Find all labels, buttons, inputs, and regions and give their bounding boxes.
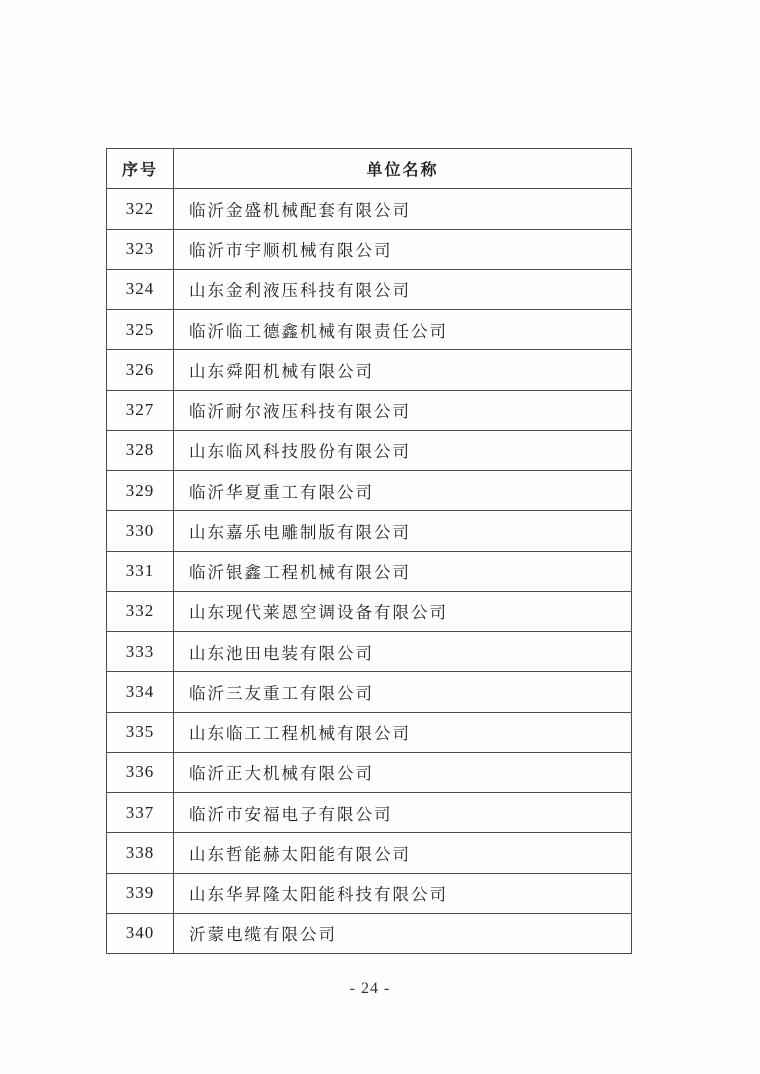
serial-cell: 325 <box>107 310 174 350</box>
table-row <box>107 591 632 631</box>
company-cell: 山东临风科技股份有限公司 <box>174 430 632 470</box>
company-cell: 临沂三友重工有限公司 <box>174 672 632 712</box>
table-row <box>107 551 632 591</box>
table-row <box>107 350 632 390</box>
table-row <box>107 229 632 269</box>
table-row <box>107 873 632 913</box>
table-row <box>107 511 632 551</box>
serial-cell: 324 <box>107 269 174 309</box>
serial-cell: 333 <box>107 632 174 672</box>
serial-cell: 339 <box>107 873 174 913</box>
serial-cell: 337 <box>107 793 174 833</box>
table-row <box>107 672 632 712</box>
serial-cell: 340 <box>107 913 174 953</box>
table-row <box>107 310 632 350</box>
company-cell: 临沂市安福电子有限公司 <box>174 793 632 833</box>
table-header-row <box>107 149 632 189</box>
header-serial-number: 序号 <box>107 149 174 189</box>
serial-cell: 336 <box>107 752 174 792</box>
company-cell: 临沂临工德鑫机械有限责任公司 <box>174 310 632 350</box>
company-cell: 临沂市宇顺机械有限公司 <box>174 229 632 269</box>
company-cell: 山东舜阳机械有限公司 <box>174 350 632 390</box>
table-row <box>107 913 632 953</box>
table-row <box>107 189 632 229</box>
table-row <box>107 833 632 873</box>
serial-cell: 331 <box>107 551 174 591</box>
company-cell: 沂蒙电缆有限公司 <box>174 913 632 953</box>
table-row <box>107 269 632 309</box>
table-row <box>107 390 632 430</box>
serial-cell: 334 <box>107 672 174 712</box>
company-cell: 临沂金盛机械配套有限公司 <box>174 189 632 229</box>
company-cell: 临沂正大机械有限公司 <box>174 752 632 792</box>
company-list-table <box>106 148 632 954</box>
page-number: - 24 - <box>349 980 391 997</box>
table-row <box>107 793 632 833</box>
serial-cell: 332 <box>107 591 174 631</box>
company-cell: 临沂华夏重工有限公司 <box>174 471 632 511</box>
company-cell: 山东临工工程机械有限公司 <box>174 712 632 752</box>
serial-cell: 338 <box>107 833 174 873</box>
company-cell: 山东池田电装有限公司 <box>174 632 632 672</box>
table-row <box>107 632 632 672</box>
table-row <box>107 430 632 470</box>
serial-cell: 330 <box>107 511 174 551</box>
serial-cell: 326 <box>107 350 174 390</box>
serial-cell: 327 <box>107 390 174 430</box>
table-row <box>107 712 632 752</box>
table-body <box>107 149 632 954</box>
serial-cell: 329 <box>107 471 174 511</box>
company-cell: 山东嘉乐电雕制版有限公司 <box>174 511 632 551</box>
company-cell: 山东华昇隆太阳能科技有限公司 <box>174 873 632 913</box>
serial-cell: 335 <box>107 712 174 752</box>
company-cell: 山东金利液压科技有限公司 <box>174 269 632 309</box>
company-cell: 临沂银鑫工程机械有限公司 <box>174 551 632 591</box>
company-cell: 临沂耐尔液压科技有限公司 <box>174 390 632 430</box>
table-row <box>107 752 632 792</box>
company-cell: 山东哲能赫太阳能有限公司 <box>174 833 632 873</box>
company-cell: 山东现代莱恩空调设备有限公司 <box>174 591 632 631</box>
header-company-name: 单位名称 <box>174 149 632 189</box>
table-row <box>107 471 632 511</box>
serial-cell: 322 <box>107 189 174 229</box>
serial-cell: 328 <box>107 430 174 470</box>
serial-cell: 323 <box>107 229 174 269</box>
